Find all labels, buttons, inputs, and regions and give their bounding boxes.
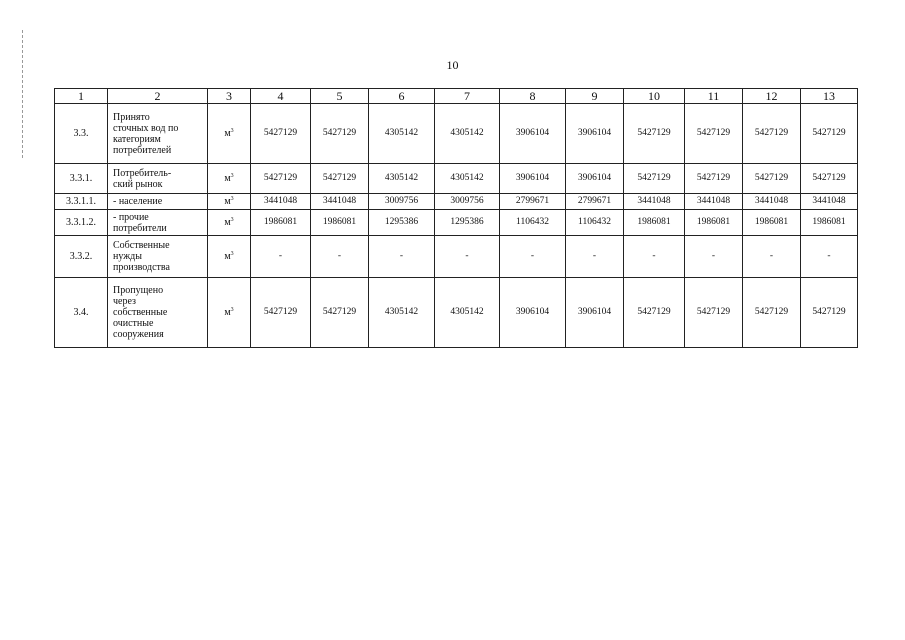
table-row (55, 210, 858, 236)
value-cell: 5427129 (743, 164, 801, 194)
value-cell: 5427129 (311, 164, 369, 194)
value-cell: 3906104 (566, 278, 624, 348)
row-description (108, 194, 208, 210)
value-cell: 5427129 (801, 104, 858, 164)
value-cell: 4305142 (435, 104, 500, 164)
value-cell: 1986081 (624, 210, 685, 236)
value-cell: - (311, 236, 369, 278)
value-cell: 3441048 (801, 194, 858, 210)
value-cell: 1106432 (500, 210, 566, 236)
table-row (55, 104, 858, 164)
value-cell: - (801, 236, 858, 278)
header-cell: 11 (685, 89, 743, 104)
table-row (55, 278, 858, 348)
row-code: 3.3.2. (55, 236, 108, 278)
header-row (55, 89, 858, 104)
unit-exponent: 3 (230, 196, 234, 202)
unit-base: м (224, 173, 231, 184)
value-cell: 1295386 (435, 210, 500, 236)
unit-base: м (224, 196, 231, 207)
unit-exponent: 3 (230, 217, 234, 223)
value-cell: 1106432 (566, 210, 624, 236)
value-cell: 5427129 (743, 104, 801, 164)
description-line: Пропущено (113, 285, 164, 296)
value-cell: 3906104 (500, 278, 566, 348)
description-line: ский рынок (113, 178, 163, 190)
header-cell: 6 (369, 89, 435, 104)
value-cell: 2799671 (566, 194, 624, 210)
description-line: производства (113, 262, 170, 273)
description-line: категориям (113, 133, 161, 145)
value-cell: 5427129 (251, 278, 311, 348)
value-cell: 1986081 (311, 210, 369, 236)
value-cell: 3441048 (251, 194, 311, 210)
value-cell: - (435, 236, 500, 278)
row-code: 3.4. (55, 278, 108, 348)
value-cell: 3009756 (435, 194, 500, 210)
value-cell: 5427129 (251, 104, 311, 164)
row-code: 3.3.1.1. (55, 194, 108, 210)
unit-cell (208, 278, 251, 348)
value-cell: 3441048 (685, 194, 743, 210)
value-cell: 3906104 (500, 104, 566, 164)
unit-cell (208, 194, 251, 210)
header-cell: 7 (435, 89, 500, 104)
description-line: - прочие (113, 211, 149, 223)
value-cell: - (743, 236, 801, 278)
description-line: Собственные (113, 240, 170, 251)
value-cell: 3906104 (566, 104, 624, 164)
row-description (108, 104, 208, 164)
value-cell: 5427129 (801, 164, 858, 194)
unit-exponent: 3 (230, 173, 234, 179)
value-cell: 5427129 (685, 104, 743, 164)
unit-exponent: 3 (230, 128, 234, 134)
value-cell: 1986081 (251, 210, 311, 236)
description-line: нужды (113, 251, 142, 262)
description-line: Принято (113, 111, 150, 123)
value-cell: 2799671 (500, 194, 566, 210)
value-cell: 5427129 (624, 104, 685, 164)
page-number: 10 (446, 58, 459, 72)
header-cell: 13 (801, 89, 858, 104)
header-cell: 2 (108, 89, 208, 104)
value-cell: 5427129 (743, 278, 801, 348)
value-cell: 5427129 (685, 278, 743, 348)
description-line: Потребитель- (113, 167, 172, 179)
description-line: потребителей (113, 144, 172, 156)
value-cell: 4305142 (369, 104, 435, 164)
table-row (55, 164, 858, 194)
header-cell: 5 (311, 89, 369, 104)
value-cell: 4305142 (435, 278, 500, 348)
value-cell: - (566, 236, 624, 278)
value-cell: 3906104 (500, 164, 566, 194)
table-row (55, 194, 858, 210)
description-line: потребители (113, 222, 167, 234)
description-line: собственные (113, 307, 168, 318)
unit-exponent: 3 (230, 251, 234, 257)
table-row (55, 236, 858, 278)
data-table (54, 88, 858, 348)
description-line: сточных вод по (113, 122, 179, 134)
value-cell: 1295386 (369, 210, 435, 236)
unit-base: м (224, 217, 231, 228)
value-cell: 5427129 (801, 278, 858, 348)
header-cell: 12 (743, 89, 801, 104)
value-cell: 3441048 (743, 194, 801, 210)
unit-exponent: 3 (230, 307, 234, 313)
description-line: сооружения (113, 329, 164, 340)
unit-cell (208, 236, 251, 278)
value-cell: - (685, 236, 743, 278)
binding-margin-line (22, 30, 23, 160)
unit-base: м (224, 307, 231, 318)
row-code: 3.3. (55, 104, 108, 164)
value-cell: 4305142 (369, 278, 435, 348)
row-description (108, 236, 208, 278)
value-cell: 1986081 (801, 210, 858, 236)
row-code: 3.3.1.2. (55, 210, 108, 236)
description-line: - население (113, 196, 163, 207)
row-code: 3.3.1. (55, 164, 108, 194)
row-description (108, 164, 208, 194)
unit-cell (208, 104, 251, 164)
value-cell: - (500, 236, 566, 278)
header-cell: 4 (251, 89, 311, 104)
value-cell: 5427129 (311, 278, 369, 348)
description-line: очистные (113, 318, 154, 329)
value-cell: - (624, 236, 685, 278)
header-cell: 8 (500, 89, 566, 104)
unit-base: м (224, 128, 231, 139)
row-description (108, 278, 208, 348)
unit-cell (208, 210, 251, 236)
value-cell: 4305142 (369, 164, 435, 194)
row-description (108, 210, 208, 236)
value-cell: 5427129 (624, 278, 685, 348)
value-cell: 1986081 (743, 210, 801, 236)
value-cell: 5427129 (624, 164, 685, 194)
value-cell: 4305142 (435, 164, 500, 194)
header-cell: 10 (624, 89, 685, 104)
unit-cell (208, 164, 251, 194)
value-cell: 5427129 (311, 104, 369, 164)
header-cell: 3 (208, 89, 251, 104)
header-cell: 1 (55, 89, 108, 104)
value-cell: 3441048 (311, 194, 369, 210)
value-cell: 1986081 (685, 210, 743, 236)
value-cell: 3009756 (369, 194, 435, 210)
value-cell: 5427129 (251, 164, 311, 194)
value-cell: - (369, 236, 435, 278)
header-cell: 9 (566, 89, 624, 104)
value-cell: 3906104 (566, 164, 624, 194)
value-cell: 5427129 (685, 164, 743, 194)
unit-base: м (224, 251, 231, 262)
value-cell: 3441048 (624, 194, 685, 210)
value-cell: - (251, 236, 311, 278)
description-line: через (113, 296, 136, 307)
